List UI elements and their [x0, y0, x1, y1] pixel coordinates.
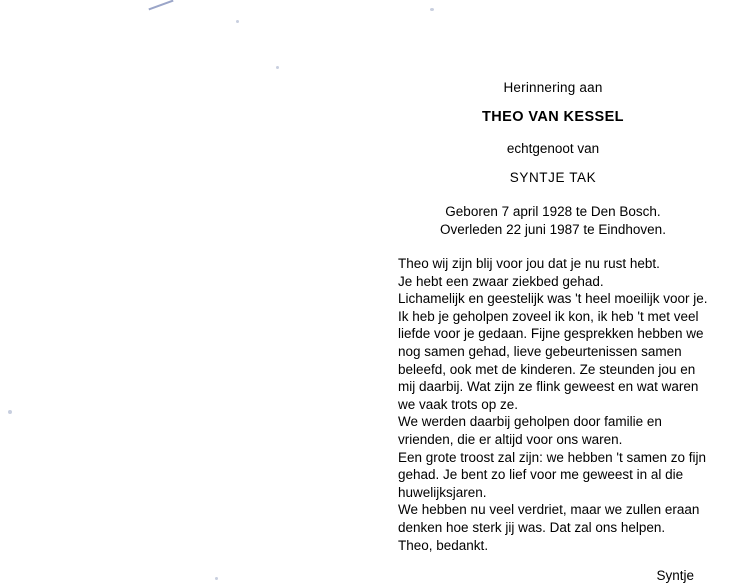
scan-artifact-speck: [215, 577, 218, 580]
body-paragraph: Ik heb je geholpen zoveel ik kon, ik heb 't met veel liefde voor je gedaan. Fijne gesprekken hebben we nog samen gehad, lieve gebeurtenissen samen beleefd, ook met de kinderen. Ze steunden jou en mij daarbij. Wat zijn ze flink geweest en wat waren we vaak trots op ze.: [398, 308, 704, 412]
birth-line: Geboren 7 april 1928 te Den Bosch.: [445, 204, 661, 219]
body-paragraph: Een grote troost zal zijn: we hebben 't samen zo fijn gehad. Je bent zo lief voor me geweest in al die huwelijksjaren.: [398, 449, 706, 500]
relation-label: echtgenoot van: [506, 141, 600, 156]
body-paragraph: We werden daarbij geholpen door familie en vrienden, die er altijd voor ons waren.: [398, 414, 662, 447]
death-line: Overleden 22 juni 1987 te Eindhoven.: [440, 222, 666, 237]
life-dates: [398, 203, 708, 239]
body-paragraph: Theo wij zijn blij voor jou dat je nu rust hebt.: [398, 256, 660, 271]
scan-artifact-speck: [236, 20, 239, 23]
memorial-card: [398, 80, 708, 583]
body-paragraph: We hebben nu veel verdriet, maar we zullen eraan denken hoe sterk jij was. Dat zal ons helpen.: [398, 502, 700, 535]
deceased-name: THEO VAN KESSEL: [482, 109, 624, 125]
signature: Syntje: [656, 568, 694, 584]
scan-artifact-speck: [276, 66, 279, 69]
memorial-body: [398, 255, 708, 554]
body-paragraph: Lichamelijk en geestelijk was 't heel moeilijk voor je.: [398, 291, 708, 307]
scan-artifact-streak: [148, 0, 173, 10]
scan-artifact-speck: [8, 410, 12, 414]
body-paragraph: Je hebt een zwaar ziekbed gehad.: [398, 273, 604, 289]
spouse-name: SYNTJE TAK: [509, 170, 597, 185]
scan-artifact-speck: [430, 8, 434, 11]
memorial-heading: Herinnering aan: [503, 80, 603, 95]
body-paragraph: Theo, bedankt.: [398, 537, 489, 553]
